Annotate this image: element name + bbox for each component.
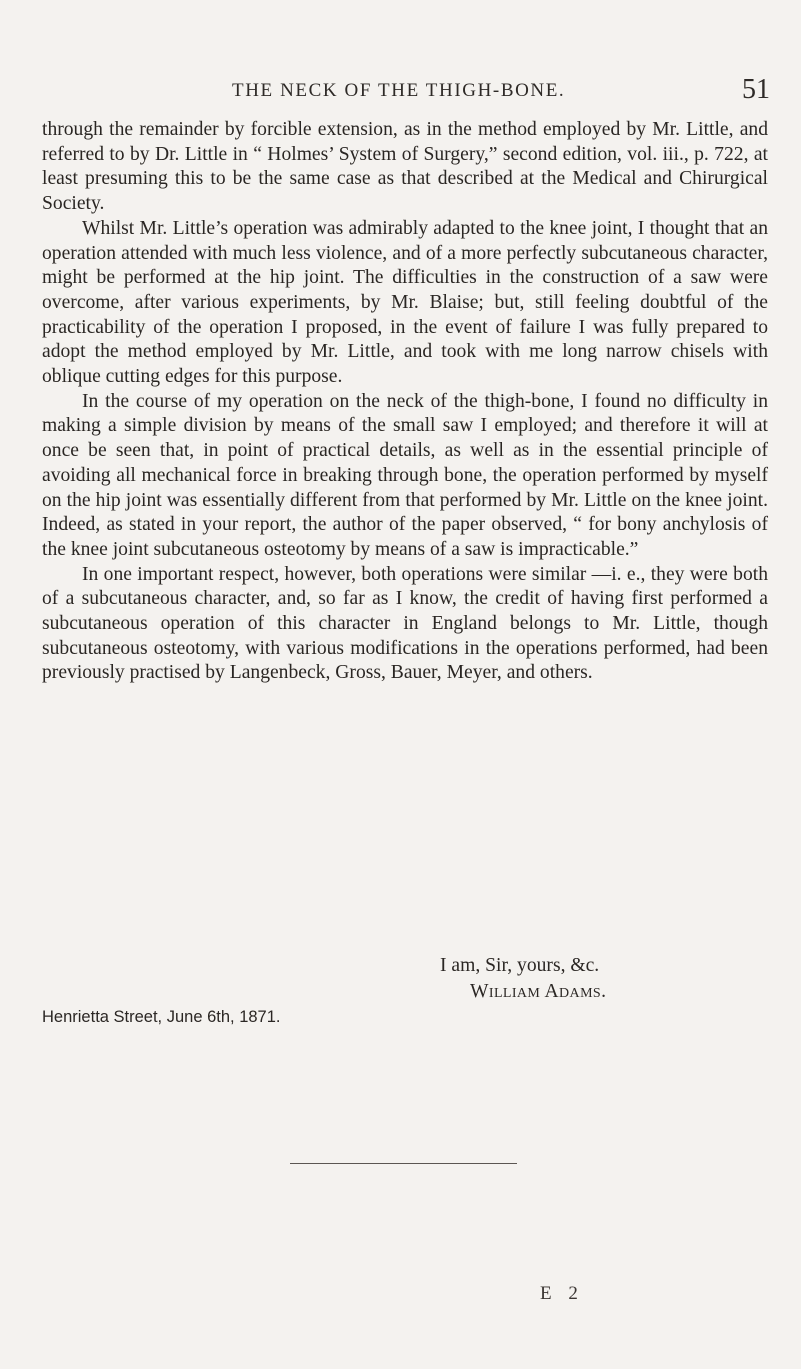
signature-mark: E 2 (540, 1283, 584, 1304)
paragraph: In one important respect, however, both operations were similar —i. e., they were both of a subcutaneous character, and, so far as I know, the credit of having first performed a subcutaneous operation of this character in England belongs to Mr. Little, though subcutaneous osteotomy, with various modifications in the operations performed, had been previously practised by Langenbeck, Gross, Bauer, Meyer, and others. (42, 563, 768, 684)
paragraph: In the course of my operation on the neck of the thigh-bone, I found no difficulty in making a simple division by means of the small saw I employed; and therefore it will at once be seen that, in point of practical details, as well as in the essential principle of avoiding all mechanical force in breaking through bone, the operation performed by myself on the hip joint was essentially different from that performed by Mr. Little on the knee joint. Indeed, as stated in your report, the author of the paper observed, “ for bony anchylosis of the knee joint subcutaneous osteotomy by means of a saw is impracticable.” (42, 390, 768, 560)
page-number: 51 (742, 74, 770, 105)
body-text (42, 118, 768, 686)
salutation: I am, Sir, yours, &c. (440, 955, 600, 976)
signature: William Adams. (470, 981, 607, 1002)
running-head (40, 74, 770, 104)
paragraph-continued: through the remainder by forcible extension, as in the method employed by Mr. Little, and referred to by Dr. Little in “ Holmes’ System of Surgery,” second edition, vol. iii., p. 722, at least presuming this to be the same case as that described at the Medical and Chirurgical Society. (42, 119, 768, 215)
place-date: Henrietta Street, June 6th, 1871. (42, 1008, 281, 1026)
running-title: THE NECK OF THE THIGH-BONE. (232, 80, 566, 101)
paragraph: Whilst Mr. Little’s operation was admirably adapted to the knee joint, I thought that an operation attended with much less violence, and of a more perfectly subcutaneous character, might be performed at the hip joint. The difficulties in the construction of a saw were overcome, after various experiments, by Mr. Blaise; but, still feeling doubtful of the practicability of the operation I proposed, in the event of failure I was fully prepared to adopt the method employed by Mr. Little, and took with me long narrow chisels with oblique cutting edges for this purpose. (42, 217, 768, 388)
horizontal-rule (290, 1163, 517, 1164)
